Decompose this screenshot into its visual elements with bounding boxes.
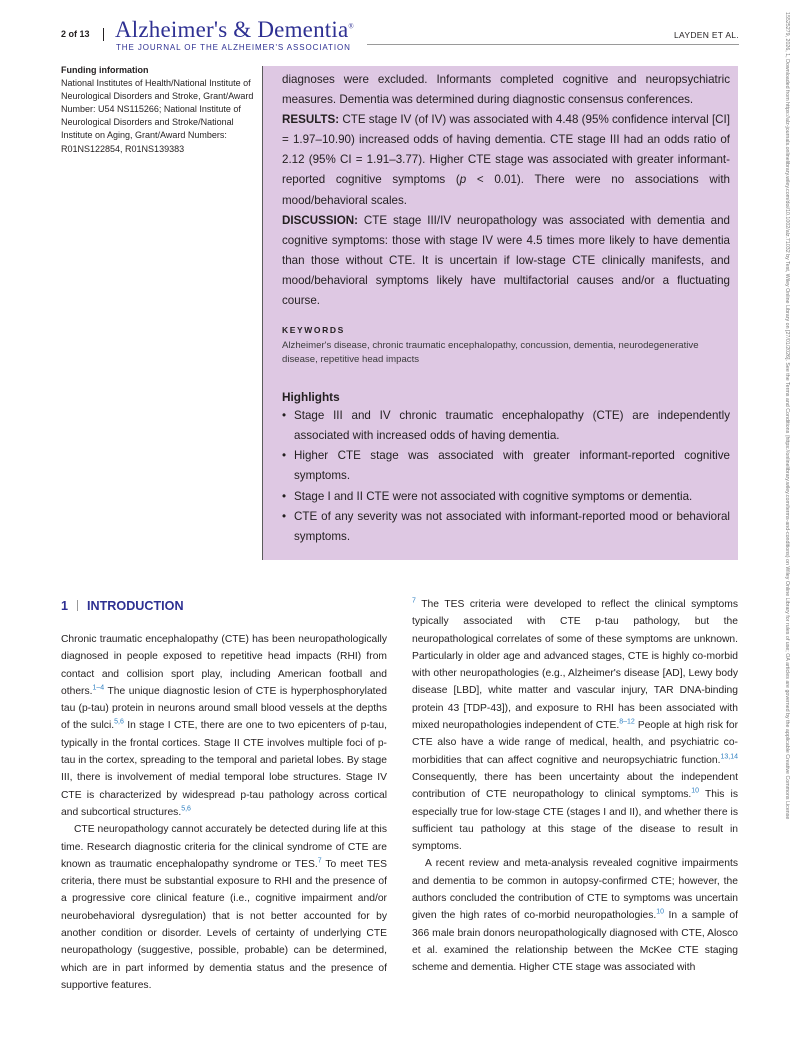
highlight-item: • CTE of any severity was not associated with informant-reported mood or behavioral symptoms.	[282, 507, 730, 547]
journal-title	[115, 17, 354, 43]
citation-link[interactable]: 10	[656, 908, 665, 916]
funding-heading: Funding information	[61, 65, 149, 75]
text-run: In a sample of 366 male brain donors neuropathologically diagnosed with CTE, Alosco et al. examined the relationship between the McKee CTE staging scheme and dementia. Higher CTE stage was associated with	[412, 910, 739, 974]
download-notice-sidebar	[775, 12, 791, 1040]
citation-link[interactable]: 5,6	[114, 719, 124, 727]
download-notice-text: 15525279, 2026, 1, Downloaded from https://alz-journals.onlinelibrary.wiley.com/doi/10.1002/alz.71032 by Test, Wiley Online Library on [27/01/2026]. See the Terms and Conditions (https://onlinelibrary.wiley.com/terms-and-conditions) on Wiley Online Library for rules of use; OA articles are governed by the applicable Creative Commons License	[784, 12, 790, 820]
registered-mark: ®	[348, 22, 354, 31]
intro-paragraph-1	[61, 631, 387, 821]
citation-link[interactable]: 13,14	[720, 753, 738, 761]
discussion-label: DISCUSSION:	[282, 213, 359, 227]
results-label: RESULTS:	[282, 113, 340, 127]
section-title: INTRODUCTION	[87, 599, 184, 613]
text-run: This is especially true for low-stage CTE (stages I and II), and whether there is sufficient tau pathology at this stage of the disease to result in symptoms.	[412, 789, 738, 853]
highlight-item: • Higher CTE stage was associated with greater informant-reported cognitive symptoms.	[282, 446, 730, 486]
abstract-methods-tail: diagnoses were excluded. Informants completed cognitive and neuropsychiatric measures. Dementia was determined during diagnostic consensus conferences.	[282, 73, 730, 107]
journal-subtitle: THE JOURNAL OF THE ALZHEIMER'S ASSOCIATION	[116, 43, 351, 52]
text-run: In stage I CTE, there are one to two epicenters of p-tau, typically in the frontal cortices. Stage II CTE involves multiple foci of p-tau in the cortex, spreading to the temporal and parietal lobes. By stage III, there is involvement of medial temporal lobe structures. Stage IV CTE is characterized by widespread p-tau pathology across cortical and subcortical structures.	[61, 720, 387, 818]
page-header	[61, 17, 739, 51]
highlight-item: • Stage I and II CTE were not associated with cognitive symptoms or dementia.	[282, 487, 730, 507]
text-run: The unique diagnostic lesion of CTE is hyperphosphorylated tau (p-tau) protein in neurons around small blood vessels at the depths of the sulci.	[61, 685, 387, 732]
section-heading-bar	[77, 600, 78, 611]
highlights-heading: Highlights	[282, 390, 340, 405]
abstract-discussion	[282, 211, 730, 311]
citation-link[interactable]: 7	[412, 597, 416, 605]
text-run: People at high risk for CTE also have a wide range of medical, health, and psychiatric co-morbidities that can affect cognitive and neuropsychiatric function.	[412, 720, 738, 766]
text-run: Consequently, there has been uncertainty about the independent contribution of CTE neuropathology to clinical symptoms.	[412, 771, 738, 801]
citation-link[interactable]: 7	[317, 857, 322, 865]
header-separator	[103, 28, 104, 41]
abstract-box	[262, 66, 738, 560]
running-author: LAYDEN ET AL.	[673, 30, 739, 40]
body-column-left	[61, 596, 387, 994]
header-rule	[367, 44, 739, 45]
text-run: A recent review and meta-analysis revealed cognitive impairments and dementia to be common in autopsy-confirmed CTE; however, the authors concluded the contribution of CTE to symptoms was uncertain given the high rates of co-morbid neuropathologies.	[412, 858, 738, 922]
funding-text: National Institutes of Health/National Institute of Neurological Disorders and Stroke, Grant/Award Number: U54 NS115266; National Institute of Neurological Disorders and Stroke/National Institute on Aging, Grant/Award Numbers: R01NS122854, R01NS139383	[61, 78, 254, 154]
citation-link[interactable]: 5,6	[181, 805, 191, 813]
text-run: The TES criteria were developed to reflect the clinical symptoms typically associated with CTE p-tau pathology, but the neuropathological correlates of some of these symptoms are unknown. Particularly in older age and advanced stages, CTE is highly co-morbid with other neuropathologies (e.g., Alzheimer's disease [AD], Lewy body disease [LBD], white matter and vascular injury, TAR DNA-binding protein 43 [TDP-43]), and exposure to RHI has been associated with mixed neuropathologies independent of CTE.	[412, 599, 738, 732]
section-heading-introduction	[61, 596, 387, 616]
text-run: CTE neuropathology cannot accurately be detected during life at this time. Research diagnostic criteria for the clinical syndrome of CTE are known as traumatic encephalopathy syndrome or TES.	[61, 824, 387, 870]
highlight-item: • Stage III and IV chronic traumatic encephalopathy (CTE) are independently associated with increased odds of having dementia.	[282, 406, 730, 446]
keywords-text: Alzheimer's disease, chronic traumatic encephalopathy, concussion, dementia, neurodegenerative disease, repetitive head impacts	[282, 340, 699, 365]
abstract-results	[282, 110, 730, 210]
citation-link[interactable]: 10	[691, 787, 700, 795]
results-text-b: < 0.01). There were no associations with mood/behavioral scales.	[282, 173, 730, 207]
body-column-right	[412, 596, 738, 977]
journal-title-text: Alzheimer's & Dementia	[115, 17, 349, 42]
page-number: 2 of 13	[61, 29, 90, 39]
citation-link[interactable]: 1–4	[92, 684, 105, 692]
intro-paragraph-2	[61, 821, 387, 994]
intro-paragraph-3	[412, 855, 738, 976]
discussion-text: CTE stage III/IV neuropathology was associated with dementia and cognitive symptoms: those with stage IV were 4.5 times more likely to have dementia than those without CTE. It is uncertain if low-stage CTE clinically manifests, and mood/behavioral symptoms likely have multifactorial causes and/or a fluctuating course.	[282, 213, 730, 308]
section-number: 1	[61, 599, 69, 613]
text-run: To meet TES criteria, there must be substantial exposure to RHI and the presence of a progressive core clinical feature (i.e., cognitive impairment and/or neurobehavioral dysregulation) that is not better accounted for by another condition or disorder. Levels of certainty of underlying CTE neuropathology (suggestive, possible, probable) can be determined, which are in part informed by dementia status and the presence of supportive features.	[61, 858, 387, 991]
citation-link[interactable]: 8–12	[619, 718, 635, 726]
results-p-symbol: p	[459, 173, 467, 187]
keywords-heading: KEYWORDS	[282, 325, 345, 336]
text-run: Chronic traumatic encephalopathy (CTE) has been neuropathologically diagnosed in people exposed to repetitive head impacts (RHI) from contact and collision sport play, including American football and others.	[61, 634, 387, 697]
results-text-a: CTE stage IV (of IV) was associated with 4.48 (95% confidence interval [CI] = 1.97–10.90) increased odds of having dementia. CTE stage III had an odds ratio of 2.12 (95% CI = 1.91–3.77). Higher CTE stage was associated with greater informant-reported cognitive symptoms (	[282, 113, 730, 187]
highlights-list	[282, 406, 730, 547]
funding-information	[61, 64, 256, 156]
intro-paragraph-2-continued	[412, 596, 738, 855]
